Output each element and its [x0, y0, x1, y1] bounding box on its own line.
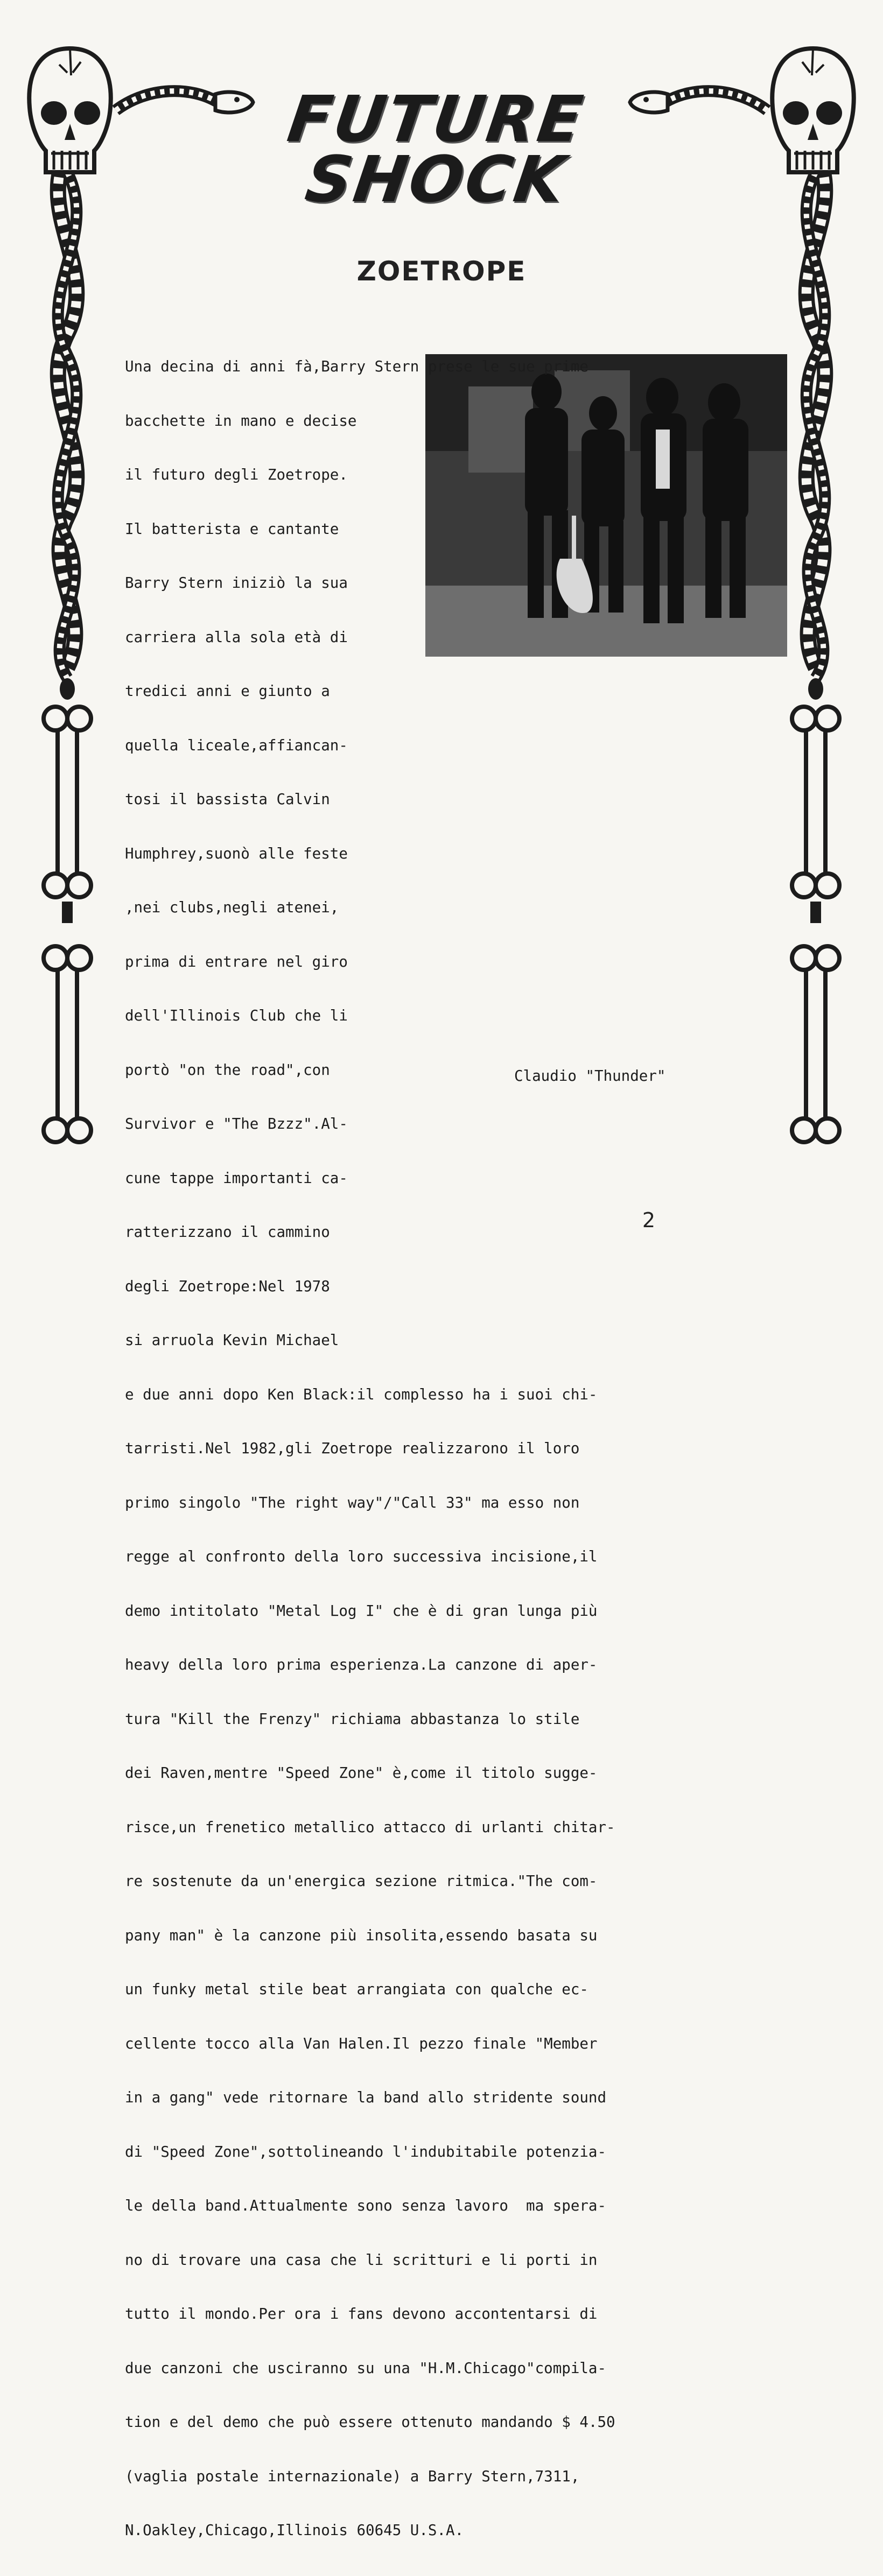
masthead-title	[269, 82, 603, 216]
article-line: regge al confronto della loro successiva incisione,il	[125, 1548, 598, 1565]
article-line: dell'Illinois Club che li	[125, 1007, 348, 1024]
article-line: tura "Kill the Frenzy" richiama abbastanza lo stile	[125, 1710, 580, 1728]
article-line: il futuro degli Zoetrope.	[125, 466, 348, 483]
snake-head-icon-left	[116, 81, 256, 129]
article-line: re sostenute da un'energica sezione ritmica."The com-	[125, 1873, 598, 1890]
article-line: prima di entrare nel giro	[125, 953, 348, 970]
article-line: N.Oakley,Chicago,Illinois 60645 U.S.A.	[125, 2522, 464, 2539]
skull-icon-right	[765, 43, 861, 183]
article-line: le della band.Attualmente sono senza lavoro ma spera-	[125, 2197, 607, 2214]
article-line: ,nei clubs,negli atenei,	[125, 899, 339, 916]
article-line: primo singolo "The right way"/"Call 33" ma esso non	[125, 1494, 580, 1511]
article-line: cune tappe importanti ca-	[125, 1169, 348, 1187]
article-body	[125, 322, 760, 2576]
article-line: di "Speed Zone",sottolineando l'indubitabile potenzia-	[125, 2143, 607, 2160]
article-line: si arruola Kevin Michael	[125, 1332, 339, 1349]
snake-head-icon-right	[627, 81, 767, 129]
article-line: tutto il mondo.Per ora i fans devono accontentarsi di	[125, 2305, 598, 2322]
article-line: carriera alla sola età di	[125, 628, 348, 646]
article-line: e due anni dopo Ken Black:il complesso ha i suoi chi-	[125, 1385, 598, 1403]
article-line: portò "on the road",con	[125, 1061, 330, 1079]
article-line: Humphrey,suonò alle feste	[125, 844, 348, 862]
article-line: ratterizzano il cammino	[125, 1223, 330, 1241]
article-line: degli Zoetrope:Nel 1978	[125, 1277, 330, 1295]
article-line: bacchette in mano e decise	[125, 412, 357, 430]
article-line: due canzoni che usciranno su una "H.M.Chicago"compila-	[125, 2359, 607, 2377]
article-line: Il batterista e cantante	[125, 520, 339, 538]
article-line: cellente tocco alla Van Halen.Il pezzo finale "Member	[125, 2035, 598, 2052]
article-line: Una decina di anni fà,Barry Stern prese le sue prime	[125, 358, 588, 375]
article-line: in a gang" vede ritornare la band allo stridente sound	[125, 2089, 607, 2106]
article-line: un funky metal stile beat arrangiata con qualche ec-	[125, 1981, 588, 1998]
article-line: tosi il bassista Calvin	[125, 791, 330, 808]
skull-icon-left	[22, 43, 118, 183]
article-line: Survivor e "The Bzzz".Al-	[125, 1115, 348, 1132]
article-heading: ZOETROPE	[356, 256, 527, 287]
snake-bone-border-left	[24, 43, 110, 1216]
article-line: dei Raven,mentre "Speed Zone" è,come il titolo sugge-	[125, 1764, 598, 1782]
article-line: (vaglia postale internazionale) a Barry Stern,7311,	[125, 2467, 580, 2485]
page-number: 2	[642, 1208, 656, 1232]
article-line: tion e del demo che può essere ottenuto mandando $ 4.50	[125, 2413, 615, 2431]
article-line: no di trovare una casa che li scritturi e li porti in	[125, 2251, 598, 2269]
article-line: tarristi.Nel 1982,gli Zoetrope realizzarono il loro	[125, 1440, 580, 1457]
article-line: demo intitolato "Metal Log I" che è di gran lunga più	[125, 1602, 598, 1620]
title-line-future: FUTURE	[283, 82, 589, 156]
article-line: pany man" è la canzone più insolita,essendo basata su	[125, 1926, 598, 1944]
article-line: Barry Stern iniziò la sua	[125, 574, 348, 592]
title-line-shock: SHOCK	[301, 142, 571, 216]
author-signature: Claudio "Thunder"	[514, 1067, 666, 1085]
article-line: heavy della loro prima esperienza.La canzone di aper-	[125, 1656, 598, 1673]
article-line: tredici anni e giunto a	[125, 682, 330, 700]
article-line: risce,un frenetico metallico attacco di urlanti chitar-	[125, 1818, 615, 1836]
article-line: quella liceale,affiancan-	[125, 736, 348, 754]
